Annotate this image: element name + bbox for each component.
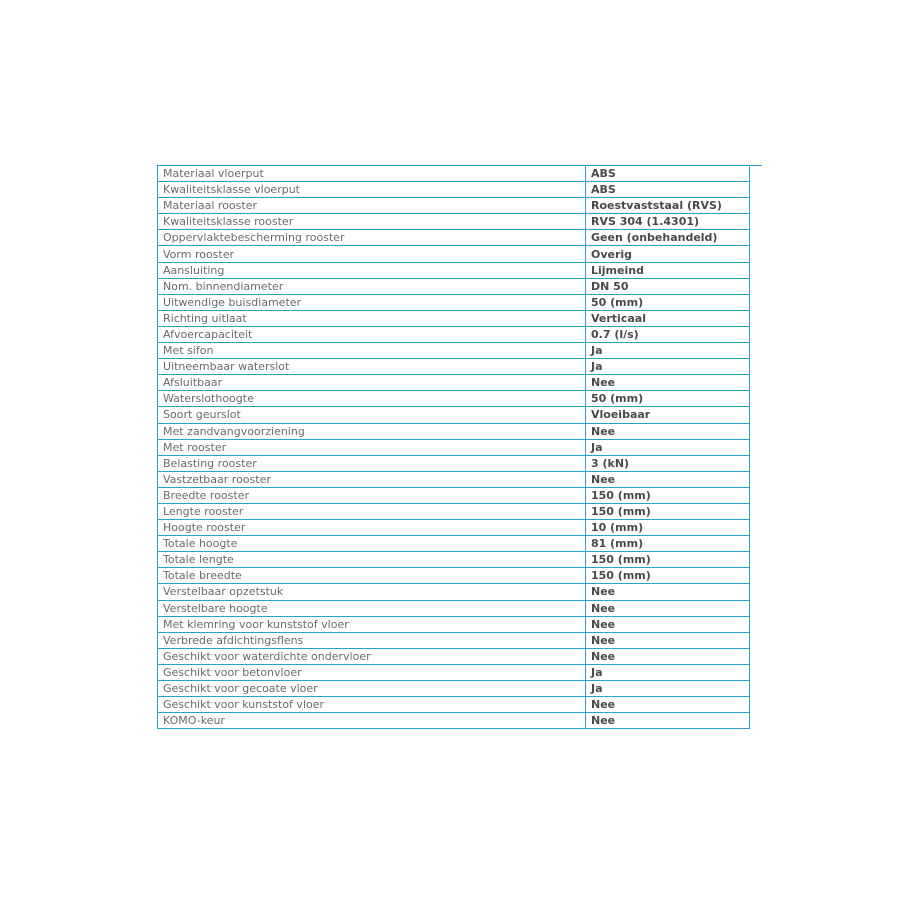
spec-value: DN 50 bbox=[586, 278, 750, 294]
table-row bbox=[158, 520, 750, 536]
table-row bbox=[158, 536, 750, 552]
table-row bbox=[158, 439, 750, 455]
table-row bbox=[158, 246, 750, 262]
spec-value: Nee bbox=[586, 423, 750, 439]
table-row bbox=[158, 648, 750, 664]
spec-label: Nom. binnendiameter bbox=[158, 278, 586, 294]
spec-value: Nee bbox=[586, 648, 750, 664]
spec-value: Ja bbox=[586, 343, 750, 359]
spec-label: Vorm rooster bbox=[158, 246, 586, 262]
spec-value: Overig bbox=[586, 246, 750, 262]
spec-value: ABS bbox=[586, 166, 750, 182]
spec-label: Verbrede afdichtingsflens bbox=[158, 632, 586, 648]
spec-table-body bbox=[158, 166, 750, 729]
table-row bbox=[158, 568, 750, 584]
spec-value: 150 (mm) bbox=[586, 568, 750, 584]
spec-label: Afsluitbaar bbox=[158, 375, 586, 391]
spec-label: Geschikt voor waterdichte ondervloer bbox=[158, 648, 586, 664]
spec-label: Met sifon bbox=[158, 343, 586, 359]
spec-label: Vastzetbaar rooster bbox=[158, 471, 586, 487]
spec-value: Roestvaststaal (RVS) bbox=[586, 198, 750, 214]
table-row bbox=[158, 359, 750, 375]
table-row bbox=[158, 294, 750, 310]
spec-value: Verticaal bbox=[586, 310, 750, 326]
spec-value: Nee bbox=[586, 471, 750, 487]
spec-value: 150 (mm) bbox=[586, 503, 750, 519]
table-row bbox=[158, 697, 750, 713]
spec-label: Waterslothoogte bbox=[158, 391, 586, 407]
table-row bbox=[158, 713, 750, 729]
table-row bbox=[158, 487, 750, 503]
spec-label: Kwaliteitsklasse vloerput bbox=[158, 182, 586, 198]
spec-label: Verstelbaar opzetstuk bbox=[158, 584, 586, 600]
spec-label: Met zandvangvoorziening bbox=[158, 423, 586, 439]
spec-label: Kwaliteitsklasse rooster bbox=[158, 214, 586, 230]
table-row bbox=[158, 600, 750, 616]
table-row bbox=[158, 552, 750, 568]
spec-label: Geschikt voor kunststof vloer bbox=[158, 697, 586, 713]
table-row bbox=[158, 664, 750, 680]
spec-label: Verstelbare hoogte bbox=[158, 600, 586, 616]
spec-label: Oppervlaktebescherming rooster bbox=[158, 230, 586, 246]
spec-value: Nee bbox=[586, 584, 750, 600]
table-row bbox=[158, 503, 750, 519]
spec-value: ABS bbox=[586, 182, 750, 198]
spec-label: Hoogte rooster bbox=[158, 520, 586, 536]
spec-value: Lijmeind bbox=[586, 262, 750, 278]
table-row bbox=[158, 455, 750, 471]
spec-value: Nee bbox=[586, 616, 750, 632]
table-row bbox=[158, 198, 750, 214]
table-border-extension bbox=[750, 165, 762, 166]
spec-label: Totale breedte bbox=[158, 568, 586, 584]
table-row bbox=[158, 310, 750, 326]
spec-label: Breedte rooster bbox=[158, 487, 586, 503]
spec-label: Afvoercapaciteit bbox=[158, 326, 586, 342]
spec-value: 50 (mm) bbox=[586, 391, 750, 407]
spec-label: Lengte rooster bbox=[158, 503, 586, 519]
spec-label: Uitwendige buisdiameter bbox=[158, 294, 586, 310]
table-row bbox=[158, 182, 750, 198]
table-row bbox=[158, 214, 750, 230]
spec-value: Nee bbox=[586, 632, 750, 648]
spec-label: Uitneembaar waterslot bbox=[158, 359, 586, 375]
spec-label: Geschikt voor gecoate vloer bbox=[158, 681, 586, 697]
table-row bbox=[158, 262, 750, 278]
spec-label: Richting uitlaat bbox=[158, 310, 586, 326]
table-row bbox=[158, 278, 750, 294]
spec-label: Belasting rooster bbox=[158, 455, 586, 471]
spec-value: Ja bbox=[586, 439, 750, 455]
table-row bbox=[158, 166, 750, 182]
table-row bbox=[158, 326, 750, 342]
table-row bbox=[158, 230, 750, 246]
spec-table bbox=[157, 165, 750, 729]
spec-value: 3 (kN) bbox=[586, 455, 750, 471]
spec-label: Met rooster bbox=[158, 439, 586, 455]
table-row bbox=[158, 375, 750, 391]
spec-label: Totale lengte bbox=[158, 552, 586, 568]
spec-value: Nee bbox=[586, 713, 750, 729]
spec-value: Ja bbox=[586, 681, 750, 697]
spec-value: Nee bbox=[586, 600, 750, 616]
spec-label: Materiaal vloerput bbox=[158, 166, 586, 182]
spec-label: Aansluiting bbox=[158, 262, 586, 278]
spec-label: KOMO-keur bbox=[158, 713, 586, 729]
spec-value: Geen (onbehandeld) bbox=[586, 230, 750, 246]
spec-value: 10 (mm) bbox=[586, 520, 750, 536]
spec-label: Met klemring voor kunststof vloer bbox=[158, 616, 586, 632]
spec-label: Geschikt voor betonvloer bbox=[158, 664, 586, 680]
table-row bbox=[158, 391, 750, 407]
spec-table-container bbox=[157, 165, 750, 729]
spec-value: Vloeibaar bbox=[586, 407, 750, 423]
spec-value: Nee bbox=[586, 375, 750, 391]
spec-label: Materiaal rooster bbox=[158, 198, 586, 214]
spec-value: 81 (mm) bbox=[586, 536, 750, 552]
table-row bbox=[158, 343, 750, 359]
spec-value: Ja bbox=[586, 664, 750, 680]
spec-value: 150 (mm) bbox=[586, 487, 750, 503]
spec-value: 50 (mm) bbox=[586, 294, 750, 310]
spec-value: 0.7 (l/s) bbox=[586, 326, 750, 342]
table-row bbox=[158, 407, 750, 423]
table-row bbox=[158, 632, 750, 648]
spec-value: 150 (mm) bbox=[586, 552, 750, 568]
spec-value: RVS 304 (1.4301) bbox=[586, 214, 750, 230]
table-row bbox=[158, 616, 750, 632]
spec-label: Totale hoogte bbox=[158, 536, 586, 552]
table-row bbox=[158, 584, 750, 600]
spec-value: Nee bbox=[586, 697, 750, 713]
spec-label: Soort geurslot bbox=[158, 407, 586, 423]
table-row bbox=[158, 681, 750, 697]
table-row bbox=[158, 471, 750, 487]
spec-value: Ja bbox=[586, 359, 750, 375]
table-row bbox=[158, 423, 750, 439]
